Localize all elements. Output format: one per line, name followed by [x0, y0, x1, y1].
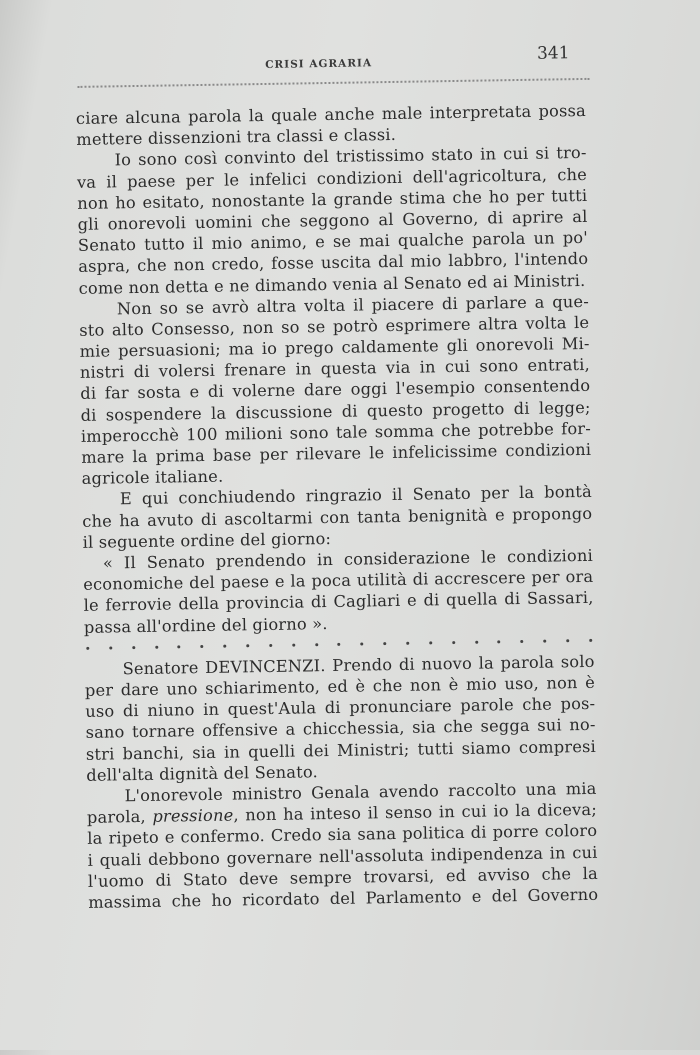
dot	[109, 646, 112, 649]
dot	[383, 642, 386, 645]
text-line: va il paese per le infelici condizioni dell'agricoltura, che	[76, 164, 588, 192]
text-line: « Il Senato prendendo in considerazione le condizioni	[102, 545, 594, 573]
text-line: stri banchi, sia in quelli dei Ministri; tutti siamo compresi	[85, 736, 597, 764]
text-line: mie persuasioni; ma io prego caldamente gli onorevoli Mi-	[79, 333, 590, 361]
dot	[498, 640, 501, 643]
text-segment: parola,	[86, 807, 153, 828]
dot	[315, 643, 318, 646]
text-line: sano tornare offensive a chicchessia, sia che segga sui no-	[85, 715, 596, 743]
text-line: massima che ho ricordato del Parlamento e del Governo	[88, 884, 599, 912]
dot	[269, 644, 272, 647]
running-head-title: CRISI AGRARIA	[265, 57, 373, 71]
dot	[132, 646, 135, 649]
text-line: come non detta e ne dimando venia al Senato ed ai Ministri.	[78, 270, 586, 298]
dot	[406, 642, 409, 645]
paragraph	[86, 778, 598, 913]
text-line: uso di niuno in quest'Aula di pronunciare parole che pos-	[85, 694, 596, 722]
text-line: ciare alcuna parola la quale anche male interpretata possa	[75, 100, 587, 128]
text-line: sto alto Consesso, non so se potrò esprimere altra volta le	[79, 312, 590, 340]
text-line: imperocchè 100 milioni sono tale somma che potrebbe for-	[80, 418, 592, 446]
dot	[429, 641, 432, 644]
text-line: di far sosta e di volerne dare oggi l'esempio consentendo	[80, 376, 591, 404]
text-line: agricole italiane.	[81, 466, 224, 489]
text-line: i quali debbono governare nell'assoluta indipendenza in cui	[87, 842, 598, 870]
paragraph	[82, 481, 593, 553]
dot	[543, 639, 546, 642]
page-number: 341	[536, 43, 570, 64]
text-line: aspra, che non credo, fosse uscita dal mio labbro, l'intendo	[78, 249, 589, 277]
text-line: Senatore DEVINCENZI. Prendo di nuovo la parola solo	[122, 651, 595, 679]
text-line: economiche del paese e la poca utilità di accrescere per ora	[83, 567, 594, 595]
page-body-text	[76, 100, 599, 913]
dot	[589, 639, 592, 642]
text-line: mettere dissenzioni tra classi e classi.	[76, 125, 397, 150]
text-line: dell'alta dignità del Senato.	[86, 762, 319, 785]
dot	[246, 644, 249, 647]
dot	[338, 643, 341, 646]
quoted-motion	[83, 545, 594, 638]
dot	[292, 643, 295, 646]
paragraph	[84, 651, 596, 786]
dot	[521, 640, 524, 643]
dot	[566, 639, 569, 642]
text-line: la ripeto e confermo. Credo sia sana politica di porre coloro	[87, 821, 598, 849]
italic-term: pressione	[152, 805, 234, 827]
text-line: passa all'ordine del giorno ».	[83, 613, 328, 637]
paragraph	[76, 142, 588, 298]
dot	[475, 640, 478, 643]
header-dotted-rule	[77, 78, 589, 88]
dot	[452, 641, 455, 644]
text-line: di sospendere la discussione di questo progetto di legge;	[80, 397, 591, 425]
dot	[86, 647, 89, 650]
dot	[361, 642, 364, 645]
dot	[178, 645, 181, 648]
dot	[223, 644, 226, 647]
paragraph	[79, 291, 592, 490]
text-line: le ferrovie della provincia di Cagliari e di quella di Sassari,	[83, 588, 594, 616]
text-line: Io sono così convinto del tristissimo stato in cui si tro-	[114, 143, 587, 170]
text-line: nistri di volersi frenare in questa via in cui sono entrati,	[79, 355, 591, 383]
text-line: Senato tutto il mio animo, e se mai qualche parola un po'	[77, 228, 589, 256]
text-line: per dare uno schiarimento, ed è che non è mio uso, non è	[84, 672, 596, 700]
text-line: Non so se avrò altra volta il piacere di parlare a que-	[116, 291, 590, 319]
text-line: mare la prima base per rilevare le infelicissime condizioni	[81, 439, 592, 467]
text-line: gli onorevoli uomini che seggono al Governo, di aprire al	[77, 206, 588, 234]
text-line: che ha avuto di ascoltarmi con tanta benignità e propongo	[82, 503, 593, 531]
text-line: non ho esitato, nonostante la grande stima che ho per tutti	[77, 185, 588, 213]
dot	[201, 645, 204, 648]
text-line: E qui conchiudendo ringrazio il Senato per la bontà	[119, 482, 593, 509]
text-line: L'onorevole ministro Genala avendo raccolto una mia	[124, 778, 597, 806]
text-line: il seguente ordine del giorno:	[82, 528, 332, 552]
text-segment: , non ha inteso il senso in cui io la diceva;	[233, 800, 598, 825]
dot	[155, 646, 158, 649]
text-line: l'uomo di Stato deve sempre trovarsi, ed avviso che la	[87, 863, 599, 891]
